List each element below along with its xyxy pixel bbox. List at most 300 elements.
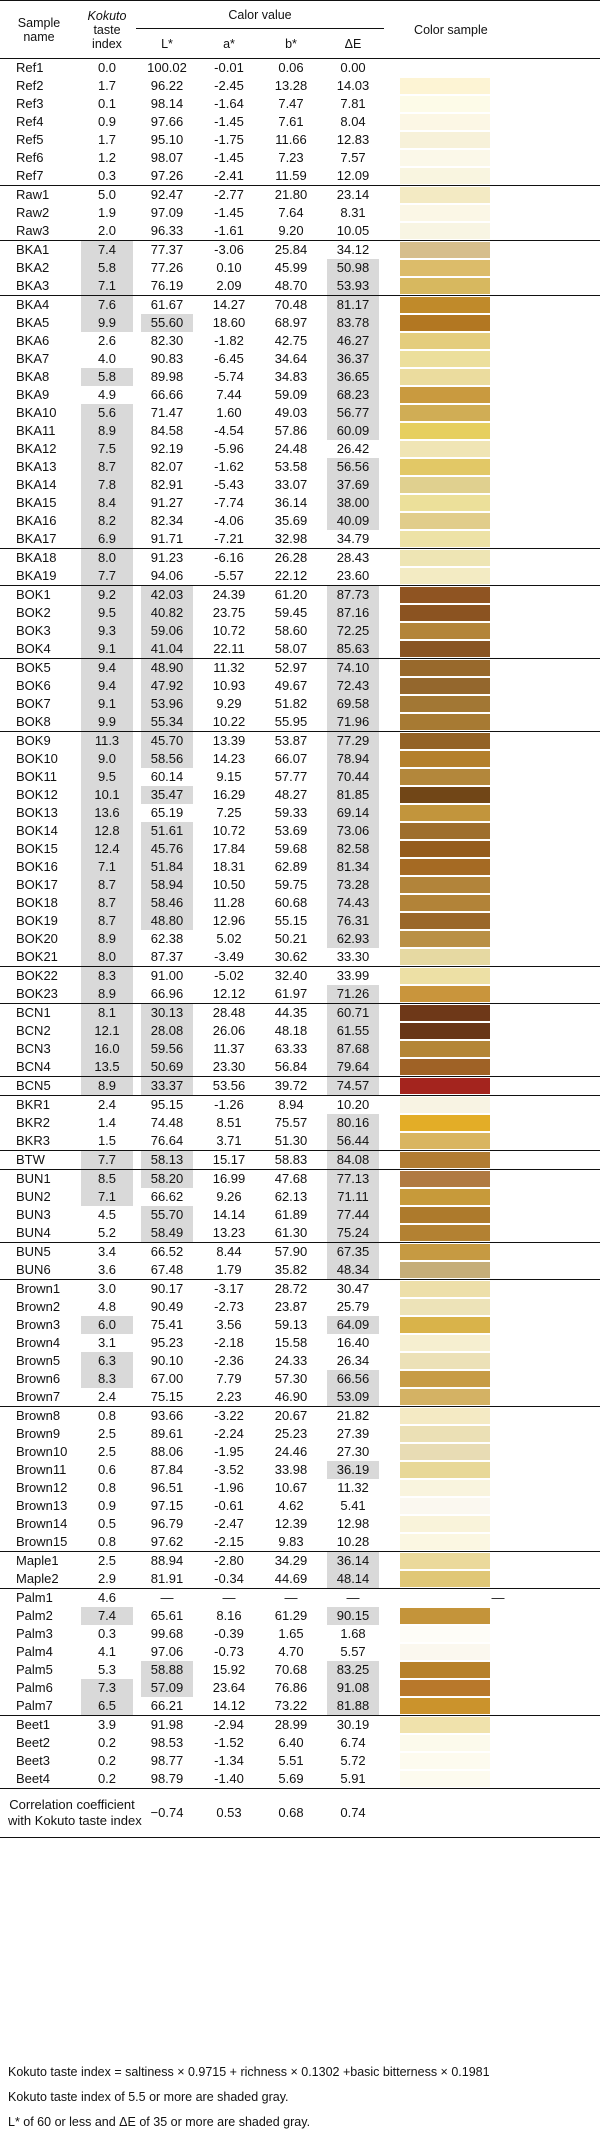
color-sample-cell: [396, 314, 600, 332]
L-value: 62.38: [150, 931, 184, 946]
delta-e-value-cell: [322, 1188, 384, 1206]
b-value: 24.33: [274, 1353, 308, 1368]
sample-name: BKA17: [16, 531, 57, 546]
L-value: 98.14: [150, 96, 184, 111]
delta-e-value: 87.73: [327, 586, 379, 604]
delta-e-value-cell: [322, 1316, 384, 1334]
color-swatch: [400, 660, 490, 676]
a-value: -0.73: [214, 1644, 244, 1659]
taste-index-cell: [78, 277, 136, 296]
color-swatch: [400, 678, 490, 694]
L-value: 71.47: [150, 405, 184, 420]
L-value-cell: [136, 1224, 198, 1243]
delta-e-value-cell: [322, 241, 384, 260]
row-spacer: [384, 368, 396, 386]
delta-e-value: 77.13: [327, 1170, 379, 1188]
taste-index-cell: [78, 1515, 136, 1533]
a-value-cell: [198, 113, 260, 131]
taste-index: 8.7: [81, 894, 133, 912]
L-value-cell: [136, 512, 198, 530]
b-value: 55.15: [274, 913, 308, 928]
a-value: 10.50: [212, 877, 246, 892]
color-swatch: [400, 96, 490, 112]
taste-index-cell: [78, 1607, 136, 1625]
delta-e-value: 11.32: [337, 1480, 369, 1495]
color-sample-cell: [396, 1224, 600, 1243]
row-spacer: [384, 1022, 396, 1040]
b-value-cell: [260, 768, 322, 786]
table-row: [0, 677, 600, 695]
a-value-cell: [198, 695, 260, 713]
color-swatch: [400, 1059, 490, 1075]
taste-index: 7.3: [81, 1679, 133, 1697]
row-spacer: [384, 1533, 396, 1552]
row-spacer: [384, 732, 396, 751]
a-value: 23.30: [212, 1059, 246, 1074]
taste-index: 7.5: [81, 440, 133, 458]
sample-name: BOK5: [0, 659, 78, 678]
taste-index: 6.3: [81, 1352, 133, 1370]
sample-name: Beet4: [0, 1770, 78, 1789]
L-value: 90.10: [150, 1353, 184, 1368]
a-value: -2.45: [214, 78, 244, 93]
table-row: [0, 1040, 600, 1058]
color-sample-cell: [396, 622, 600, 640]
L-value: 93.66: [150, 1408, 184, 1423]
color-sample-cell: [396, 1096, 600, 1115]
row-spacer: [384, 95, 396, 113]
table-row: [0, 458, 600, 476]
table-row: [0, 912, 600, 930]
a-value: 14.14: [212, 1207, 246, 1222]
L-value-cell: [136, 804, 198, 822]
L-value-cell: [136, 350, 198, 368]
b-value: 58.60: [274, 623, 308, 638]
row-spacer: [384, 1040, 396, 1058]
taste-index-cell: [78, 967, 136, 986]
color-swatch: [400, 132, 490, 148]
delta-e-value-cell: [322, 222, 384, 241]
sample-name: Ref6: [16, 150, 44, 165]
sample-name: Brown15: [16, 1534, 68, 1549]
b-value-cell: [260, 404, 322, 422]
color-swatch: [400, 1462, 490, 1478]
table-row: [0, 1096, 600, 1115]
table-row: [0, 948, 600, 967]
b-value-cell: [260, 1243, 322, 1262]
row-spacer: [384, 858, 396, 876]
note-shade-color: L* of 60 or less and ΔE of 35 or more are shaded gray.: [8, 2115, 311, 2129]
sample-name: BOK1: [0, 586, 78, 605]
L-value-cell: [136, 1679, 198, 1697]
color-sample-cell: [396, 1661, 600, 1679]
a-value: -1.26: [214, 1097, 244, 1112]
a-value-cell: [198, 586, 260, 605]
a-value-cell: [198, 368, 260, 386]
taste-index: 8.7: [81, 876, 133, 894]
color-sample-cell: [396, 822, 600, 840]
b-value: 32.40: [274, 968, 308, 983]
a-value-cell: [198, 912, 260, 930]
delta-e-value: 79.64: [327, 1058, 379, 1076]
b-value: 48.27: [274, 787, 308, 802]
color-swatch: [400, 841, 490, 857]
a-value: 8.16: [216, 1608, 242, 1623]
L-value: 97.26: [150, 168, 184, 183]
a-value-cell: [198, 131, 260, 149]
taste-index-cell: [78, 586, 136, 605]
row-spacer: [384, 1443, 396, 1461]
L-value-cell: [136, 1533, 198, 1552]
delta-e-value-cell: [322, 858, 384, 876]
L-value: 50.69: [141, 1058, 193, 1076]
color-sample-cell: [396, 1370, 600, 1388]
taste-index-cell: [78, 858, 136, 876]
table-row: [0, 131, 600, 149]
delta-e-value: 75.24: [327, 1224, 379, 1242]
b-value: 53.69: [274, 823, 308, 838]
b-value: 35.69: [274, 513, 308, 528]
b-value-cell: [260, 368, 322, 386]
delta-e-value: 72.25: [327, 622, 379, 640]
taste-index-cell: [78, 659, 136, 678]
taste-index: 7.7: [81, 1151, 133, 1169]
delta-e-value: 48.34: [327, 1261, 379, 1279]
row-spacer: [384, 695, 396, 713]
L-value-cell: [136, 1607, 198, 1625]
a-value-cell: [198, 1570, 260, 1589]
taste-index: 0.3: [97, 168, 117, 183]
delta-e-value: 69.58: [327, 695, 379, 713]
row-spacer: [384, 512, 396, 530]
a-value: 2.23: [216, 1389, 242, 1404]
a-value-cell: [198, 404, 260, 422]
a-value-cell: [198, 1261, 260, 1280]
sample-name: BKA5: [16, 315, 50, 330]
b-value: 61.30: [274, 1225, 308, 1240]
taste-index: 3.4: [97, 1244, 117, 1259]
b-value-cell: [260, 1661, 322, 1679]
color-swatch: [400, 1189, 490, 1205]
L-value: 88.94: [150, 1553, 184, 1568]
delta-e-value: 80.16: [327, 1114, 379, 1132]
L-value-cell: [136, 1261, 198, 1280]
delta-e-value: 73.28: [327, 876, 379, 894]
L-value-cell: [136, 1280, 198, 1299]
color-swatch: [400, 441, 490, 457]
a-value: 23.75: [212, 605, 246, 620]
taste-index: 7.1: [81, 858, 133, 876]
delta-e-value: 70.44: [327, 768, 379, 786]
sample-name: BKA1: [0, 241, 78, 260]
L-value: 42.03: [141, 586, 193, 604]
delta-e-value-cell: [322, 1734, 384, 1752]
color-swatch: [400, 1571, 490, 1587]
taste-index: 9.9: [81, 314, 133, 332]
a-value: 14.23: [212, 751, 246, 766]
color-swatch: [400, 968, 490, 984]
a-value-cell: [198, 1077, 260, 1096]
b-value-cell: [260, 1734, 322, 1752]
sample-name: Raw1: [0, 186, 78, 205]
a-value-cell: [198, 494, 260, 512]
delta-e-value-cell: [322, 1280, 384, 1299]
color-sample-cell: [396, 458, 600, 476]
a-value-cell: [198, 1589, 260, 1608]
taste-index: 7.1: [81, 1188, 133, 1206]
a-value-cell: [198, 1625, 260, 1643]
L-value: 77.26: [150, 260, 184, 275]
L-value-cell: [136, 840, 198, 858]
a-value-cell: [198, 1443, 260, 1461]
color-swatch: [400, 1244, 490, 1260]
delta-e-value: 81.85: [327, 786, 379, 804]
color-swatch: [400, 1698, 490, 1714]
color-swatch: [400, 369, 490, 385]
L-value: 98.79: [150, 1771, 184, 1786]
color-sample-cell: [396, 1443, 600, 1461]
b-value: 5.51: [278, 1753, 304, 1768]
row-spacer: [384, 386, 396, 404]
table-row: [0, 1443, 600, 1461]
b-value-cell: [260, 1058, 322, 1077]
color-swatch: [400, 605, 490, 621]
color-sample-cell: [396, 476, 600, 494]
L-value-cell: [136, 1004, 198, 1023]
delta-e-value-cell: [322, 422, 384, 440]
color-swatch: [400, 1480, 490, 1496]
delta-e-value-cell: [322, 458, 384, 476]
taste-index-cell: [78, 113, 136, 131]
L-value-cell: [136, 876, 198, 894]
taste-index: 4.0: [97, 351, 117, 366]
L-value: 97.06: [150, 1644, 184, 1659]
sample-name: BUN5: [0, 1243, 78, 1262]
a-value: -1.95: [214, 1444, 244, 1459]
delta-e-value: 23.60: [336, 568, 370, 583]
a-value-cell: [198, 1497, 260, 1515]
color-swatch: [400, 714, 490, 730]
L-value-cell: [136, 1206, 198, 1224]
table-row: [0, 876, 600, 894]
delta-e-value: 37.69: [327, 476, 379, 494]
b-value: 44.69: [274, 1571, 308, 1586]
color-sample-cell: [396, 1716, 600, 1735]
table-row: [0, 404, 600, 422]
color-swatch: [400, 459, 490, 475]
table-row: [0, 1151, 600, 1170]
delta-e-value: 85.63: [327, 640, 379, 658]
b-value-cell: [260, 1388, 322, 1407]
L-value-cell: [136, 1298, 198, 1316]
L-value: 82.34: [150, 513, 184, 528]
a-value: 24.39: [212, 587, 246, 602]
table-row: [0, 1224, 600, 1243]
taste-index: 13.5: [81, 1058, 133, 1076]
row-spacer: [384, 1607, 396, 1625]
b-value-cell: [260, 1114, 322, 1132]
table-row: [0, 422, 600, 440]
delta-e-value-cell: [322, 1370, 384, 1388]
color-swatch: [400, 568, 490, 584]
taste-index-cell: [78, 149, 136, 167]
row-spacer: [384, 204, 396, 222]
delta-e-value: 56.56: [327, 458, 379, 476]
correlation-L: −0.74: [136, 1789, 198, 1838]
taste-index-cell: [78, 440, 136, 458]
color-sample-cell: [396, 277, 600, 296]
color-sample-cell: [396, 930, 600, 948]
b-value-cell: [260, 1515, 322, 1533]
color-sample-cell: [396, 296, 600, 315]
sample-name: Brown2: [16, 1299, 61, 1314]
L-value: 74.48: [150, 1115, 184, 1130]
delta-e-value-cell: [322, 1479, 384, 1497]
a-value: -3.49: [214, 949, 244, 964]
b-value: 47.68: [274, 1171, 308, 1186]
delta-e-value: 34.12: [336, 242, 370, 257]
a-value: -2.36: [214, 1353, 244, 1368]
taste-index-cell: [78, 768, 136, 786]
table-row: [0, 1280, 600, 1299]
delta-e-value: 83.25: [327, 1661, 379, 1679]
b-value: 52.97: [274, 660, 308, 675]
taste-index-cell: [78, 1370, 136, 1388]
row-spacer: [384, 1224, 396, 1243]
b-value-cell: [260, 1370, 322, 1388]
color-swatch: [400, 769, 490, 785]
sample-name: BOK20: [16, 931, 58, 946]
b-value-cell: [260, 1643, 322, 1661]
color-swatch: [400, 1771, 490, 1787]
b-value: 24.48: [274, 441, 308, 456]
taste-index: 2.4: [97, 1097, 117, 1112]
a-value-cell: [198, 622, 260, 640]
taste-index: 3.9: [97, 1717, 117, 1732]
delta-e-value: 56.44: [327, 1132, 379, 1150]
b-value-cell: [260, 1770, 322, 1789]
row-spacer: [384, 604, 396, 622]
delta-e-value: 36.14: [327, 1552, 379, 1570]
row-spacer: [384, 985, 396, 1004]
taste-index-cell: [78, 1206, 136, 1224]
color-sample-cell: [396, 368, 600, 386]
a-value: -1.40: [214, 1771, 244, 1786]
L-value-cell: [136, 1243, 198, 1262]
a-value-cell: [198, 1515, 260, 1533]
row-spacer: [384, 1206, 396, 1224]
taste-index: 7.8: [81, 476, 133, 494]
row-spacer: [384, 967, 396, 986]
color-sample-cell: [396, 204, 600, 222]
sample-name: BOK13: [16, 805, 58, 820]
color-swatch: [400, 1171, 490, 1187]
L-value-cell: [136, 1188, 198, 1206]
sample-name: Palm1: [0, 1589, 78, 1608]
b-value-cell: [260, 1407, 322, 1426]
a-value-cell: [198, 1224, 260, 1243]
color-sample-cell: [396, 713, 600, 732]
note-shade-taste: Kokuto taste index of 5.5 or more are shaded gray.: [8, 2090, 289, 2104]
delta-e-value-cell: [322, 350, 384, 368]
sample-name: BKA11: [16, 423, 56, 438]
color-sample-cell: [396, 1280, 600, 1299]
correlation-blank: [396, 1789, 600, 1838]
delta-e-value: 60.09: [327, 422, 379, 440]
row-spacer: [384, 1661, 396, 1679]
taste-index-cell: [78, 1497, 136, 1515]
sample-name: Brown11: [16, 1462, 67, 1477]
taste-index: 7.4: [81, 1607, 133, 1625]
a-value: -2.41: [214, 168, 244, 183]
taste-index-cell: [78, 241, 136, 260]
a-value-cell: [198, 948, 260, 967]
header-taste-index-line1: Kokuto: [87, 8, 127, 23]
b-value: 57.77: [274, 769, 308, 784]
b-value-cell: [260, 1497, 322, 1515]
color-sample-cell: [396, 1752, 600, 1770]
taste-index-cell: [78, 1734, 136, 1752]
sample-name: BOK12: [16, 787, 58, 802]
taste-index-cell: [78, 1243, 136, 1262]
L-value: 96.33: [150, 223, 184, 238]
delta-e-value: 23.14: [336, 187, 370, 202]
taste-index: 3.1: [97, 1335, 117, 1350]
sample-name: BTW: [0, 1151, 78, 1170]
table-row: [0, 1734, 600, 1752]
delta-e-value-cell: [322, 894, 384, 912]
delta-e-value: 90.15: [327, 1607, 379, 1625]
b-value: 8.94: [278, 1097, 304, 1112]
taste-index: 13.6: [81, 804, 133, 822]
delta-e-value-cell: [322, 1334, 384, 1352]
table-row: [0, 222, 600, 241]
b-value-cell: [260, 259, 322, 277]
delta-e-value-cell: [322, 750, 384, 768]
delta-e-value: 87.16: [327, 604, 379, 622]
b-value: 60.68: [274, 895, 308, 910]
L-value-cell: [136, 1497, 198, 1515]
taste-index: 4.5: [97, 1207, 117, 1222]
color-sample-cell: [396, 1461, 600, 1479]
header-a: a*: [198, 29, 260, 59]
row-spacer: [384, 241, 396, 260]
b-value-cell: [260, 1679, 322, 1697]
table-notes: [8, 2060, 490, 2135]
color-sample-cell: [396, 1770, 600, 1789]
delta-e-value: 7.57: [340, 150, 366, 165]
a-value-cell: [198, 640, 260, 659]
delta-e-value: 36.37: [327, 350, 379, 368]
sample-name: Palm5: [16, 1662, 53, 1677]
taste-index-cell: [78, 1552, 136, 1571]
row-spacer: [384, 567, 396, 586]
header-sample-name: Sample name: [0, 1, 78, 59]
row-spacer: [384, 677, 396, 695]
L-value-cell: [136, 822, 198, 840]
table-row: [0, 1607, 600, 1625]
color-swatch: [400, 751, 490, 767]
a-value-cell: [198, 1170, 260, 1189]
row-spacer: [384, 350, 396, 368]
delta-e-value-cell: [322, 1515, 384, 1533]
b-value-cell: [260, 1443, 322, 1461]
table-row: [0, 586, 600, 605]
sample-name: BKA18: [0, 549, 78, 568]
b-value-cell: [260, 858, 322, 876]
taste-index-cell: [78, 1425, 136, 1443]
row-spacer: [384, 713, 396, 732]
